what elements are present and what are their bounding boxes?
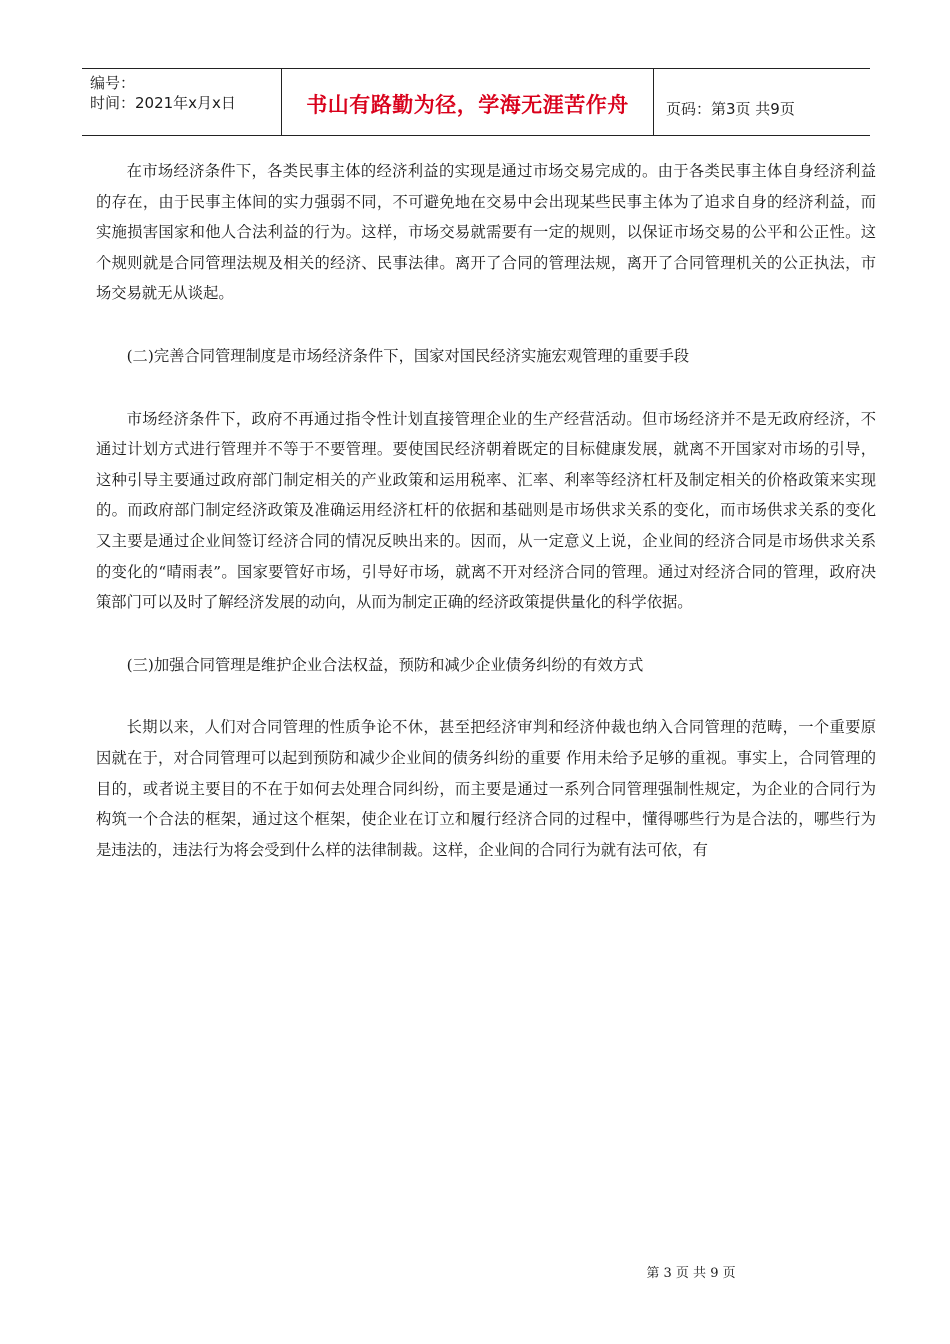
body-paragraph: 市场经济条件下，政府不再通过指令性计划直接管理企业的生产经营活动。但市场经济并不是无政府经济，不通过计划方式进行管理并不等于不要管理。要使国民经济朝着既定的目标健康发展，就离不开国家对市场的引导，这种引导主要通过政府部门制定相关的产业政策和运用税率、汇率、利率等经济杠杆及制定相关的价格政策来实现的。而政府部门制定经济政策及准确运用经济杠杆的依据和基础则是市场供求关系的变化，而市场供求关系的变化又主要是通过企业间签订经济合同的情况反映出来的。因而，从一定意义上说，企业间的经济合同是市场供求关系的变化的“晴雨表”。国家要管好市场，引导好市场，就离不开对经济合同的管理。通过对经济合同的管理，政府决策部门可以及时了解经济发展的动向，从而为制定正确的经济政策提供量化的科学依据。 bbox=[96, 409, 876, 612]
header-info-cell bbox=[82, 69, 282, 135]
number-label: 编号： bbox=[90, 74, 136, 92]
header-page-number: 页码：第3页 共9页 bbox=[666, 99, 795, 118]
page-footer: 第 3 页 共 9 页 bbox=[646, 1266, 736, 1281]
date-label: 时间：2021年x月x日 bbox=[90, 94, 236, 112]
body-paragraph: 在市场经济条件下，各类民事主体的经济利益的实现是通过市场交易完成的。由于各类民事主体自身经济利益的存在，由于民事主体间的实力强弱不同，不可避免地在交易中会出现某些民事主体为了追求自身的经济利益，而实施损害国家和他人合法利益的行为。这样，市场交易就需要有一定的规则，以保证市场交易的公平和公正性。这个规则就是合同管理法规及相关的经济、民事法律。离开了合同的管理法规，离开了合同管理机关的公正执法，市场交易就无从谈起。 bbox=[96, 162, 876, 303]
document-header bbox=[82, 68, 870, 136]
document-body bbox=[96, 156, 876, 865]
body-paragraph: 长期以来，人们对合同管理的性质争论不休，甚至把经济审判和经济仲裁也纳入合同管理的范畴，一个重要原因就在于，对合同管理可以起到预防和减少企业间的债务纠纷的重要 作用未给予足够的重视。事实上，合同管理的目的，或者说主要目的不在于如何去处理合同纠纷，而主要是通过一系列合同管理强制性规定，为企业的合同行为构筑一个合法的框架，通过这个框架，使企业在订立和履行经济合同的过程中，懂得哪些行为是合法的，哪些行为是违法的，违法行为将会受到什么样的法律制裁。这样，企业间的合同行为就有法可依，有 bbox=[96, 718, 876, 859]
section-heading: (三)加强合同管理是维护企业合法权益，预防和减少企业债务纠纷的有效方式 bbox=[126, 655, 644, 674]
section-heading: (二)完善合同管理制度是市场经济条件下，国家对国民经济实施宏观管理的重要手段 bbox=[126, 346, 690, 365]
header-motto: 书山有路勤为径，学海无涯苦作舟 bbox=[282, 69, 654, 135]
